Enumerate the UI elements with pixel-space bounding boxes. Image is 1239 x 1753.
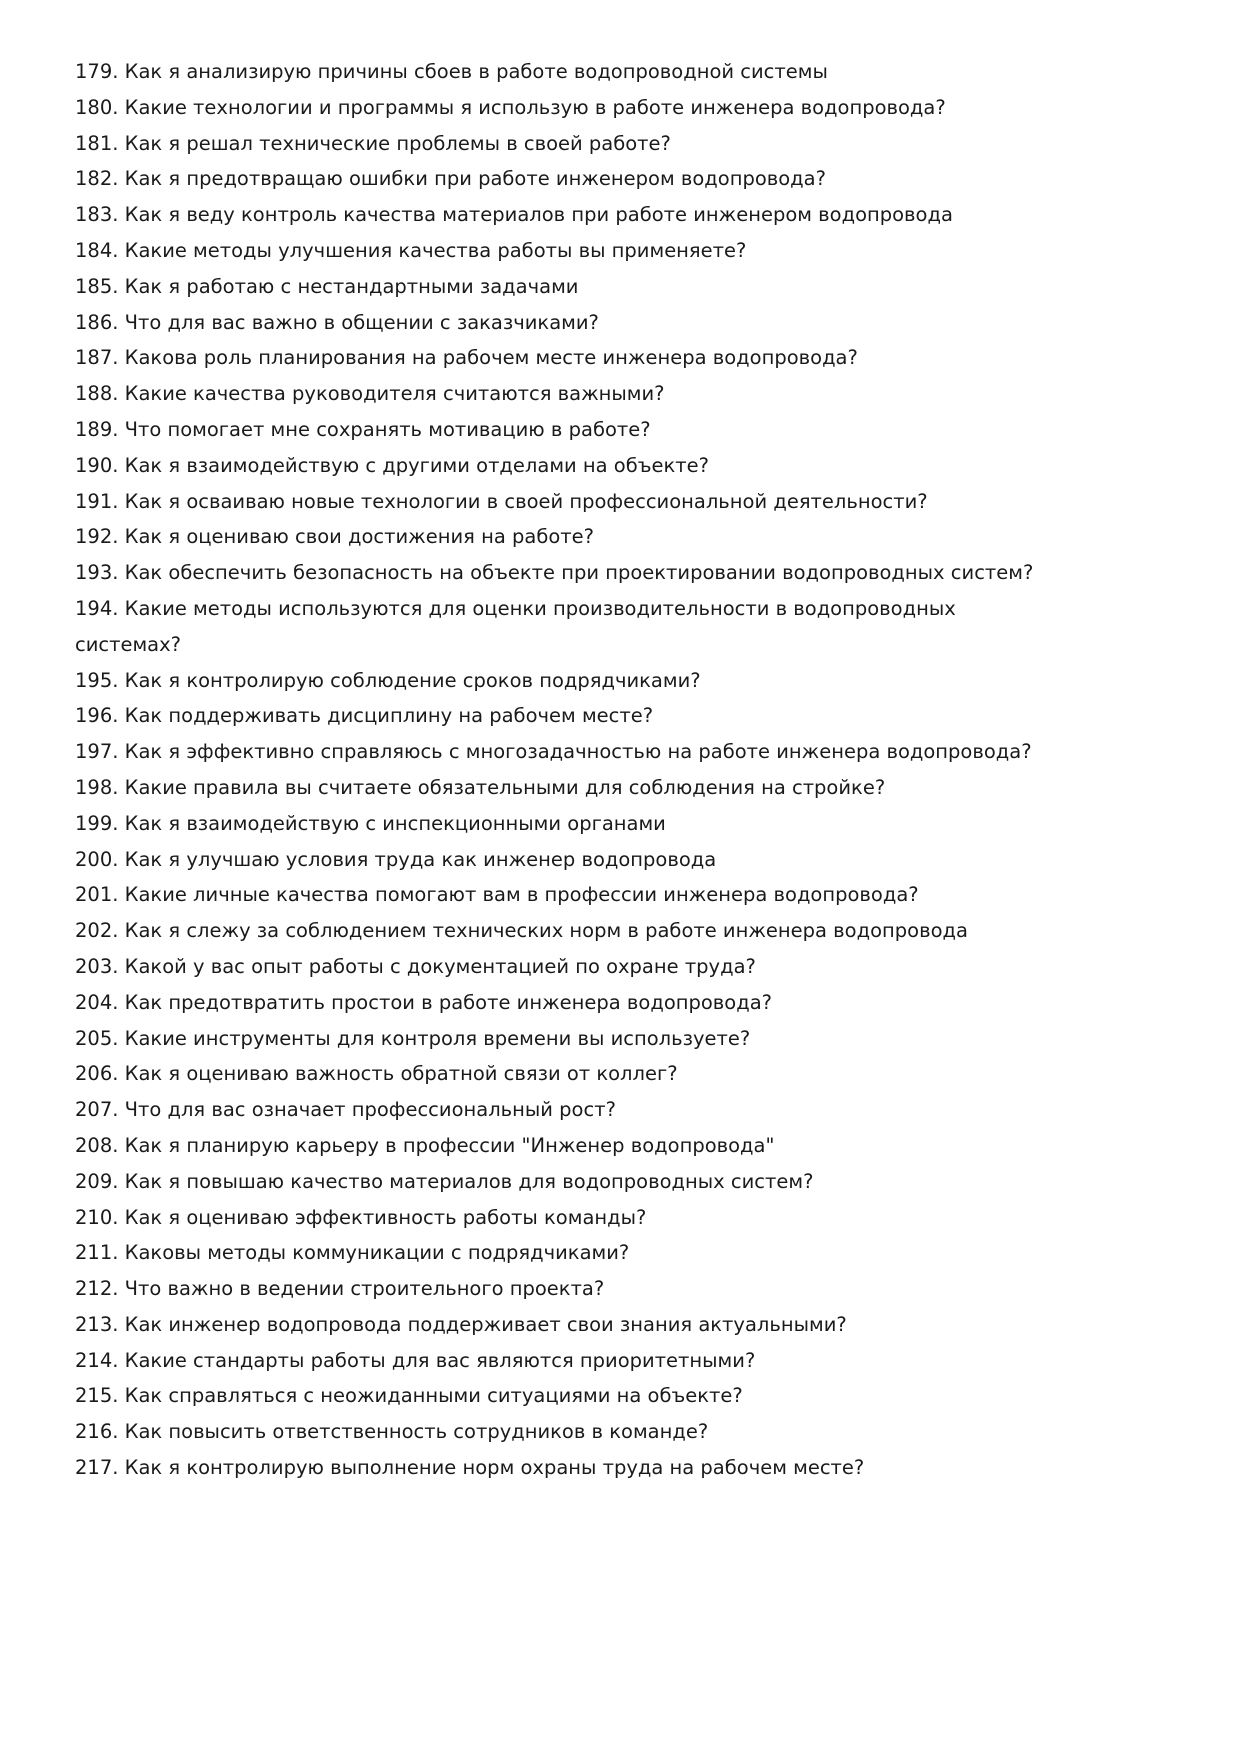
question-item: 181. Как я решал технические проблемы в своей работе?: [75, 131, 671, 155]
question-item: 189. Что помогает мне сохранять мотивацию в работе?: [75, 417, 651, 441]
question-item: 203. Какой у вас опыт работы с документацией по охране труда?: [75, 954, 756, 978]
question-item: 187. Какова роль планирования на рабочем месте инженера водопровода?: [75, 346, 858, 370]
question-item: 205. Какие инструменты для контроля времени вы используете?: [75, 1026, 751, 1050]
question-item: 185. Как я работаю с нестандартными задачами: [75, 274, 579, 298]
question-item: 196. Как поддерживать дисциплину на рабочем месте?: [75, 704, 654, 728]
question-item: 195. Как я контролирую соблюдение сроков подрядчиками?: [75, 668, 701, 692]
question-item: 204. Как предотвратить простои в работе инженера водопровода?: [75, 990, 773, 1014]
question-item: 200. Как я улучшаю условия труда как инженер водопровода: [75, 847, 717, 871]
question-item: 188. Какие качества руководителя считаются важными?: [75, 382, 665, 406]
question-item: 194. Какие методы используются для оценки производительности в водопроводных системах?: [75, 596, 956, 656]
question-item: 210. Как я оцениваю эффективность работы команды?: [75, 1205, 647, 1229]
question-item: 197. Как я эффективно справляюсь с многозадачностью на работе инженера водопровода?: [75, 740, 1032, 764]
question-item: 183. Как я веду контроль качества материалов при работе инженером водопровода: [75, 203, 953, 227]
question-item: 192. Как я оцениваю свои достижения на работе?: [75, 525, 594, 549]
question-item: 190. Как я взаимодействую с другими отделами на объекте?: [75, 453, 710, 477]
question-item: 198. Какие правила вы считаете обязательными для соблюдения на стройке?: [75, 775, 886, 799]
question-item: 215. Как справляться с неожиданными ситуациями на объекте?: [75, 1384, 743, 1408]
question-item: 199. Как я взаимодействую с инспекционными органами: [75, 811, 666, 835]
question-item: 201. Какие личные качества помогают вам в профессии инженера водопровода?: [75, 883, 919, 907]
question-item: 179. Как я анализирую причины сбоев в работе водопроводной системы: [75, 60, 828, 83]
question-item: 216. Как повысить ответственность сотрудников в команде?: [75, 1420, 709, 1444]
question-item: 214. Какие стандарты работы для вас являются приоритетными?: [75, 1348, 756, 1372]
question-item: 213. Как инженер водопровода поддерживает свои знания актуальными?: [75, 1312, 847, 1336]
question-item: 193. Как обеспечить безопасность на объекте при проектировании водопроводных систем?: [75, 561, 1034, 585]
question-item: 217. Как я контролирую выполнение норм охраны труда на рабочем месте?: [75, 1456, 865, 1480]
question-item: 209. Как я повышаю качество материалов для водопроводных систем?: [75, 1169, 814, 1193]
question-item: 206. Как я оцениваю важность обратной связи от коллег?: [75, 1062, 678, 1086]
question-item: 182. Как я предотвращаю ошибки при работе инженером водопровода?: [75, 167, 826, 191]
question-item: 180. Какие технологии и программы я использую в работе инженера водопровода?: [75, 95, 946, 119]
question-item: 207. Что для вас означает профессиональный рост?: [75, 1098, 616, 1122]
question-item: 208. Как я планирую карьеру в профессии "Инженер водопровода": [75, 1133, 775, 1157]
question-item: 212. Что важно в ведении строительного проекта?: [75, 1277, 605, 1301]
question-list: [75, 54, 1050, 1486]
question-item: 191. Как я осваиваю новые технологии в своей профессиональной деятельности?: [75, 489, 928, 513]
question-item: 186. Что для вас важно в общении с заказчиками?: [75, 310, 599, 334]
question-item: 211. Каковы методы коммуникации с подрядчиками?: [75, 1241, 630, 1265]
question-item: 184. Какие методы улучшения качества работы вы применяете?: [75, 238, 747, 262]
question-item: 202. Как я слежу за соблюдением технических норм в работе инженера водопровода: [75, 919, 968, 943]
